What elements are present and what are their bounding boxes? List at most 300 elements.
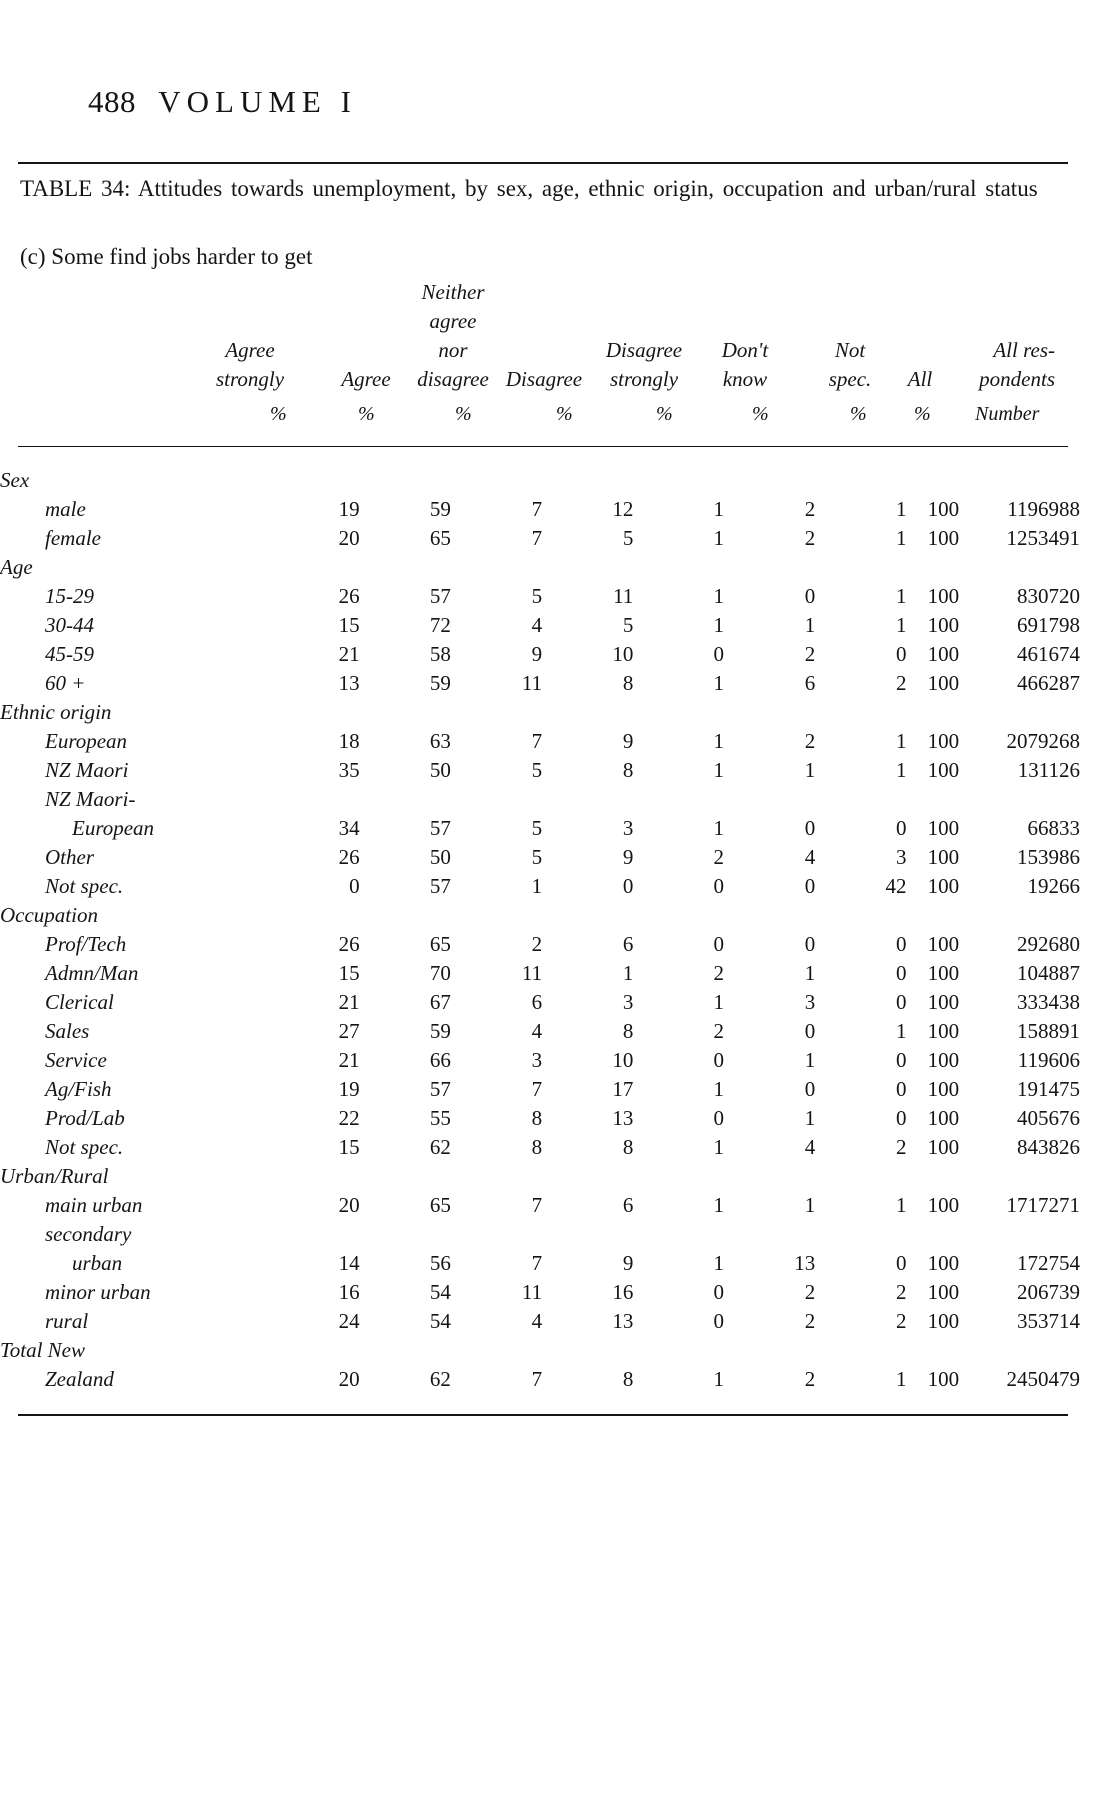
cell-agree: 65 xyxy=(429,526,451,550)
cell-not-spec: 42 xyxy=(885,874,907,898)
cell-neither xyxy=(451,1162,542,1191)
cell-neither: 4 xyxy=(531,1309,543,1333)
cell-agree: 56 xyxy=(429,1251,451,1275)
cell-all-pct: 100 xyxy=(927,1251,960,1275)
header-all: All xyxy=(907,367,933,391)
cell-disagree: 8 xyxy=(622,1135,634,1159)
unit-number: Number xyxy=(975,403,1040,425)
cell-number: 1253491 xyxy=(1006,526,1080,550)
cell-agree-strongly: 21 xyxy=(338,990,360,1014)
row-label: main urban xyxy=(45,1193,143,1217)
cell-agree: 59 xyxy=(429,671,451,695)
cell-dont-know: 4 xyxy=(804,1135,816,1159)
cell-all-pct: 100 xyxy=(927,932,960,956)
cell-disagree-strongly: 1 xyxy=(713,990,724,1014)
cell-dont-know: 1 xyxy=(804,758,816,782)
cell-disagree-strongly: 0 xyxy=(713,874,724,898)
cell-all-pct: 100 xyxy=(927,613,960,637)
cell-not-spec: 0 xyxy=(896,816,907,840)
cell-number: 153986 xyxy=(1017,845,1080,869)
cell-agree-strongly: 26 xyxy=(338,584,360,608)
cell-disagree-strongly: 1 xyxy=(713,1193,724,1217)
cell-dont-know: 13 xyxy=(794,1251,816,1275)
row-label: 45-59 xyxy=(45,642,94,666)
cell-number: 158891 xyxy=(1017,1019,1080,1043)
cell-dont-know: 2 xyxy=(804,729,816,753)
cell-all-pct: 100 xyxy=(927,584,960,608)
cell-disagree: 8 xyxy=(622,1367,634,1391)
table-row xyxy=(0,930,1080,959)
cell-not-spec: 0 xyxy=(896,932,907,956)
cell-all-pct xyxy=(907,466,960,495)
cell-agree-strongly xyxy=(311,553,359,582)
cell-agree: 57 xyxy=(429,1077,451,1101)
cell-all-pct: 100 xyxy=(927,816,960,840)
table-row xyxy=(0,959,1080,988)
cell-agree: 72 xyxy=(429,613,451,637)
cell-disagree xyxy=(542,1220,633,1249)
cell-dont-know: 0 xyxy=(804,816,816,840)
cell-disagree: 8 xyxy=(622,758,634,782)
cell-disagree xyxy=(542,553,633,582)
cell-not-spec xyxy=(815,698,906,727)
row-label: urban xyxy=(72,1251,123,1275)
table-row xyxy=(0,1307,1080,1336)
cell-all-pct: 100 xyxy=(927,729,960,753)
cell-number: 66833 xyxy=(1027,816,1080,840)
table-row xyxy=(0,1278,1080,1307)
row-label: Sales xyxy=(45,1019,90,1043)
row-label: secondary xyxy=(45,1222,132,1246)
header-rule xyxy=(18,446,1068,447)
cell-number xyxy=(959,466,1080,495)
cell-neither xyxy=(451,466,542,495)
cell-disagree-strongly xyxy=(633,1220,724,1249)
cell-dont-know xyxy=(724,901,815,930)
cell-number: 131126 xyxy=(1017,758,1080,782)
unit-disagree-strongly: % xyxy=(656,403,673,425)
cell-disagree: 5 xyxy=(622,526,634,550)
cell-agree: 50 xyxy=(429,845,451,869)
cell-disagree: 16 xyxy=(612,1280,634,1304)
cell-neither: 5 xyxy=(531,845,543,869)
cell-disagree-strongly xyxy=(633,901,724,930)
cell-agree: 58 xyxy=(429,642,451,666)
cell-agree: 57 xyxy=(429,816,451,840)
cell-all-pct: 100 xyxy=(927,671,960,695)
cell-neither: 4 xyxy=(531,613,543,637)
cell-dont-know: 4 xyxy=(804,845,816,869)
cell-disagree-strongly xyxy=(633,785,724,814)
cell-number: 830720 xyxy=(1017,584,1080,608)
cell-not-spec: 0 xyxy=(896,1048,907,1072)
table-row xyxy=(0,1046,1080,1075)
cell-neither: 7 xyxy=(531,1077,543,1101)
cell-not-spec: 2 xyxy=(896,1280,907,1304)
cell-disagree-strongly: 2 xyxy=(713,845,724,869)
cell-dont-know: 1 xyxy=(804,1048,816,1072)
cell-disagree: 6 xyxy=(622,932,634,956)
cell-disagree-strongly: 0 xyxy=(713,1048,724,1072)
row-label: Service xyxy=(45,1048,107,1072)
table-row xyxy=(0,872,1080,901)
cell-neither: 9 xyxy=(531,642,543,666)
cell-disagree: 11 xyxy=(613,584,634,608)
cell-neither: 7 xyxy=(531,1251,543,1275)
cell-disagree xyxy=(542,785,633,814)
cell-neither: 7 xyxy=(531,497,543,521)
cell-neither: 4 xyxy=(531,1019,543,1043)
table-row xyxy=(0,1220,1080,1249)
cell-number: 172754 xyxy=(1017,1251,1080,1275)
cell-disagree-strongly: 1 xyxy=(713,729,724,753)
cell-all-pct xyxy=(907,785,960,814)
cell-all-pct: 100 xyxy=(927,1048,960,1072)
cell-disagree-strongly xyxy=(633,466,724,495)
cell-agree: 70 xyxy=(429,961,451,985)
cell-disagree: 13 xyxy=(612,1309,634,1333)
cell-all-pct xyxy=(907,1336,960,1365)
cell-not-spec xyxy=(815,785,906,814)
cell-disagree xyxy=(542,698,633,727)
cell-disagree-strongly: 0 xyxy=(713,932,724,956)
cell-number: 2079268 xyxy=(1006,729,1080,753)
cell-not-spec: 1 xyxy=(896,1019,907,1043)
row-label: Admn/Man xyxy=(45,961,139,985)
cell-neither xyxy=(451,1336,542,1365)
cell-agree: 55 xyxy=(429,1106,451,1130)
cell-disagree-strongly: 1 xyxy=(713,1077,724,1101)
cell-disagree-strongly: 1 xyxy=(713,526,724,550)
header-all-respondents: All res- pondents xyxy=(979,338,1055,391)
cell-not-spec xyxy=(815,901,906,930)
cell-number xyxy=(959,785,1080,814)
cell-number: 353714 xyxy=(1017,1309,1080,1333)
cell-not-spec: 0 xyxy=(896,990,907,1014)
cell-agree-strongly: 22 xyxy=(338,1106,360,1130)
cell-agree-strongly: 15 xyxy=(338,961,360,985)
cell-disagree xyxy=(542,466,633,495)
cell-number: 104887 xyxy=(1017,961,1080,985)
cell-disagree-strongly: 0 xyxy=(713,1309,724,1333)
cell-agree-strongly: 20 xyxy=(338,1193,360,1217)
row-label: Clerical xyxy=(45,990,114,1014)
row-label: Prod/Lab xyxy=(45,1106,125,1130)
row-label: Ag/Fish xyxy=(45,1077,112,1101)
header-agree: Agree xyxy=(341,367,391,391)
data-table xyxy=(0,466,1080,1394)
cell-disagree: 6 xyxy=(622,1193,634,1217)
cell-agree: 67 xyxy=(429,990,451,1014)
cell-neither: 7 xyxy=(531,1367,543,1391)
cell-all-pct xyxy=(907,553,960,582)
row-label: Other xyxy=(45,845,94,869)
cell-agree-strongly: 26 xyxy=(338,932,360,956)
table-row xyxy=(0,669,1080,698)
unit-disagree: % xyxy=(556,403,573,425)
cell-all-pct: 100 xyxy=(927,874,960,898)
row-label: 60 + xyxy=(45,671,86,695)
cell-all-pct: 100 xyxy=(927,1106,960,1130)
cell-all-pct: 100 xyxy=(927,1193,960,1217)
cell-agree-strongly: 35 xyxy=(338,758,360,782)
row-label: NZ Maori xyxy=(45,758,129,782)
table-row xyxy=(0,466,1080,495)
cell-number: 191475 xyxy=(1017,1077,1080,1101)
cell-neither: 7 xyxy=(531,729,543,753)
cell-disagree: 8 xyxy=(622,1019,634,1043)
cell-neither xyxy=(451,785,542,814)
cell-neither: 8 xyxy=(531,1135,543,1159)
cell-all-pct xyxy=(907,1162,960,1191)
cell-dont-know: 1 xyxy=(804,1106,816,1130)
header-disagree: Disagree xyxy=(505,367,583,391)
cell-number: 1717271 xyxy=(1006,1193,1080,1217)
cell-disagree-strongly: 1 xyxy=(713,1251,724,1275)
cell-not-spec xyxy=(815,466,906,495)
cell-agree: 59 xyxy=(429,497,451,521)
unit-neither: % xyxy=(455,403,472,425)
cell-all-pct: 100 xyxy=(927,845,960,869)
cell-disagree-strongly: 1 xyxy=(713,671,724,695)
cell-all-pct: 100 xyxy=(927,1309,960,1333)
cell-dont-know: 1 xyxy=(804,961,816,985)
cell-agree-strongly: 19 xyxy=(338,1077,360,1101)
cell-agree-strongly: 18 xyxy=(338,729,360,753)
cell-not-spec: 1 xyxy=(896,584,907,608)
table-row xyxy=(0,988,1080,1017)
header-agree-strongly: Agree strongly xyxy=(215,338,285,391)
table-row xyxy=(0,756,1080,785)
cell-number: 2450479 xyxy=(1006,1367,1080,1391)
cell-number xyxy=(959,698,1080,727)
cell-neither: 1 xyxy=(531,874,543,898)
table-row xyxy=(0,901,1080,930)
cell-agree xyxy=(360,1220,451,1249)
cell-neither: 2 xyxy=(531,932,543,956)
cell-not-spec xyxy=(815,553,906,582)
cell-neither: 5 xyxy=(531,816,543,840)
cell-disagree: 1 xyxy=(622,961,634,985)
cell-not-spec xyxy=(815,1336,906,1365)
cell-agree: 62 xyxy=(429,1367,451,1391)
cell-disagree: 0 xyxy=(622,874,634,898)
cell-number: 405676 xyxy=(1017,1106,1080,1130)
row-label: Age xyxy=(0,555,33,579)
cell-not-spec: 3 xyxy=(896,845,907,869)
cell-number: 466287 xyxy=(1017,671,1080,695)
cell-disagree: 3 xyxy=(622,816,634,840)
cell-number xyxy=(959,1162,1080,1191)
cell-dont-know: 2 xyxy=(804,526,816,550)
cell-neither: 11 xyxy=(521,1280,543,1304)
row-label: minor urban xyxy=(45,1280,151,1304)
table-row xyxy=(0,1249,1080,1278)
cell-dont-know xyxy=(724,698,815,727)
row-label: Prof/Tech xyxy=(45,932,127,956)
cell-not-spec: 1 xyxy=(896,613,907,637)
table-row xyxy=(0,698,1080,727)
cell-disagree: 10 xyxy=(612,642,634,666)
table-row xyxy=(0,1336,1080,1365)
cell-disagree: 9 xyxy=(622,1251,634,1275)
cell-neither: 3 xyxy=(531,1048,543,1072)
cell-disagree: 13 xyxy=(612,1106,634,1130)
cell-not-spec: 1 xyxy=(896,758,907,782)
cell-agree-strongly: 27 xyxy=(338,1019,360,1043)
cell-dont-know: 2 xyxy=(804,497,816,521)
cell-agree-strongly: 16 xyxy=(338,1280,360,1304)
cell-all-pct: 100 xyxy=(927,497,960,521)
cell-number: 1196988 xyxy=(1007,497,1080,521)
cell-agree: 57 xyxy=(429,874,451,898)
row-label: Urban/Rural xyxy=(0,1164,109,1188)
cell-agree: 66 xyxy=(429,1048,451,1072)
cell-not-spec: 1 xyxy=(896,1367,907,1391)
row-label: Zealand xyxy=(45,1367,114,1391)
row-label: 30-44 xyxy=(45,613,94,637)
cell-agree: 57 xyxy=(429,584,451,608)
row-label: Sex xyxy=(0,468,30,492)
header-neither: Neither agree nor disagree xyxy=(417,280,489,391)
cell-disagree-strongly: 1 xyxy=(713,758,724,782)
cell-disagree: 9 xyxy=(622,729,634,753)
table-bottom-rule xyxy=(18,1414,1068,1416)
table-top-rule xyxy=(18,162,1068,164)
row-label: NZ Maori- xyxy=(45,787,136,811)
cell-neither: 11 xyxy=(521,961,543,985)
cell-agree: 54 xyxy=(429,1280,451,1304)
cell-disagree-strongly xyxy=(633,698,724,727)
unit-agree: % xyxy=(358,403,375,425)
cell-disagree: 9 xyxy=(622,845,634,869)
cell-all-pct: 100 xyxy=(927,1135,960,1159)
cell-not-spec: 2 xyxy=(896,1309,907,1333)
cell-neither: 5 xyxy=(531,584,543,608)
cell-agree-strongly: 13 xyxy=(338,671,360,695)
cell-not-spec: 2 xyxy=(896,1135,907,1159)
table-row xyxy=(0,1191,1080,1220)
cell-number: 461674 xyxy=(1017,642,1080,666)
row-label: 15-29 xyxy=(45,584,94,608)
cell-not-spec: 2 xyxy=(896,671,907,695)
cell-dont-know: 0 xyxy=(804,1019,816,1043)
table-row xyxy=(0,611,1080,640)
cell-agree xyxy=(360,1162,451,1191)
unit-agree-strongly: % xyxy=(270,403,287,425)
table-row xyxy=(0,1017,1080,1046)
unit-not-spec: % xyxy=(850,403,867,425)
row-label: European xyxy=(45,729,128,753)
cell-dont-know: 2 xyxy=(804,1280,816,1304)
table-row xyxy=(0,1162,1080,1191)
cell-neither: 7 xyxy=(531,526,543,550)
cell-agree-strongly xyxy=(311,466,359,495)
cell-disagree-strongly: 1 xyxy=(713,816,724,840)
cell-dont-know: 6 xyxy=(804,671,816,695)
cell-agree-strongly: 15 xyxy=(338,1135,360,1159)
table-row xyxy=(0,814,1080,843)
unit-all: % xyxy=(914,403,931,425)
cell-dont-know: 0 xyxy=(804,584,816,608)
cell-dont-know xyxy=(724,1162,815,1191)
cell-disagree xyxy=(542,901,633,930)
table-row xyxy=(0,727,1080,756)
table-row xyxy=(0,640,1080,669)
cell-not-spec: 1 xyxy=(896,729,907,753)
cell-agree-strongly: 19 xyxy=(338,497,360,521)
cell-agree-strongly: 0 xyxy=(349,874,360,898)
table-row xyxy=(0,1075,1080,1104)
cell-disagree-strongly: 1 xyxy=(713,1135,724,1159)
cell-agree-strongly xyxy=(311,1336,359,1365)
cell-agree-strongly: 34 xyxy=(338,816,360,840)
cell-agree: 59 xyxy=(429,1019,451,1043)
table-row xyxy=(0,495,1080,524)
cell-disagree-strongly: 2 xyxy=(713,1019,724,1043)
table-row xyxy=(0,1133,1080,1162)
cell-agree xyxy=(360,785,451,814)
cell-all-pct: 100 xyxy=(927,990,960,1014)
table-subcaption: (c) Some find jobs harder to get xyxy=(20,244,313,269)
cell-dont-know: 2 xyxy=(804,1309,816,1333)
cell-disagree-strongly: 1 xyxy=(713,584,724,608)
cell-disagree: 17 xyxy=(612,1077,634,1101)
cell-number: 19266 xyxy=(1027,874,1080,898)
cell-dont-know xyxy=(724,785,815,814)
cell-dont-know xyxy=(724,553,815,582)
cell-all-pct: 100 xyxy=(927,961,960,985)
cell-agree: 54 xyxy=(429,1309,451,1333)
cell-agree xyxy=(360,1336,451,1365)
cell-not-spec: 0 xyxy=(896,1106,907,1130)
cell-disagree xyxy=(542,1162,633,1191)
cell-disagree xyxy=(542,1336,633,1365)
cell-number: 691798 xyxy=(1017,613,1080,637)
cell-disagree: 10 xyxy=(612,1048,634,1072)
table-row xyxy=(0,582,1080,611)
cell-agree: 65 xyxy=(429,932,451,956)
cell-number: 292680 xyxy=(1017,932,1080,956)
cell-disagree-strongly: 0 xyxy=(713,642,724,666)
table-row xyxy=(0,843,1080,872)
header-dont-know: Don't know xyxy=(721,338,769,391)
cell-agree xyxy=(360,553,451,582)
cell-dont-know: 2 xyxy=(804,642,816,666)
cell-not-spec: 0 xyxy=(896,1077,907,1101)
row-label: Total New xyxy=(0,1338,86,1362)
cell-not-spec xyxy=(815,1220,906,1249)
cell-dont-know xyxy=(724,1336,815,1365)
cell-all-pct: 100 xyxy=(927,642,960,666)
cell-all-pct: 100 xyxy=(927,526,960,550)
cell-not-spec: 1 xyxy=(896,1193,907,1217)
cell-agree: 65 xyxy=(429,1193,451,1217)
cell-agree-strongly xyxy=(311,901,359,930)
cell-disagree: 3 xyxy=(622,990,634,1014)
cell-number: 206739 xyxy=(1017,1280,1080,1304)
cell-agree-strongly: 14 xyxy=(338,1251,360,1275)
cell-disagree: 5 xyxy=(622,613,634,637)
cell-neither: 6 xyxy=(531,990,543,1014)
cell-not-spec: 0 xyxy=(896,1251,907,1275)
cell-neither xyxy=(451,698,542,727)
row-label: female xyxy=(45,526,101,550)
cell-not-spec: 1 xyxy=(896,497,907,521)
volume-label: VOLUME I xyxy=(158,84,357,119)
table-row xyxy=(0,524,1080,553)
cell-agree-strongly: 26 xyxy=(338,845,360,869)
